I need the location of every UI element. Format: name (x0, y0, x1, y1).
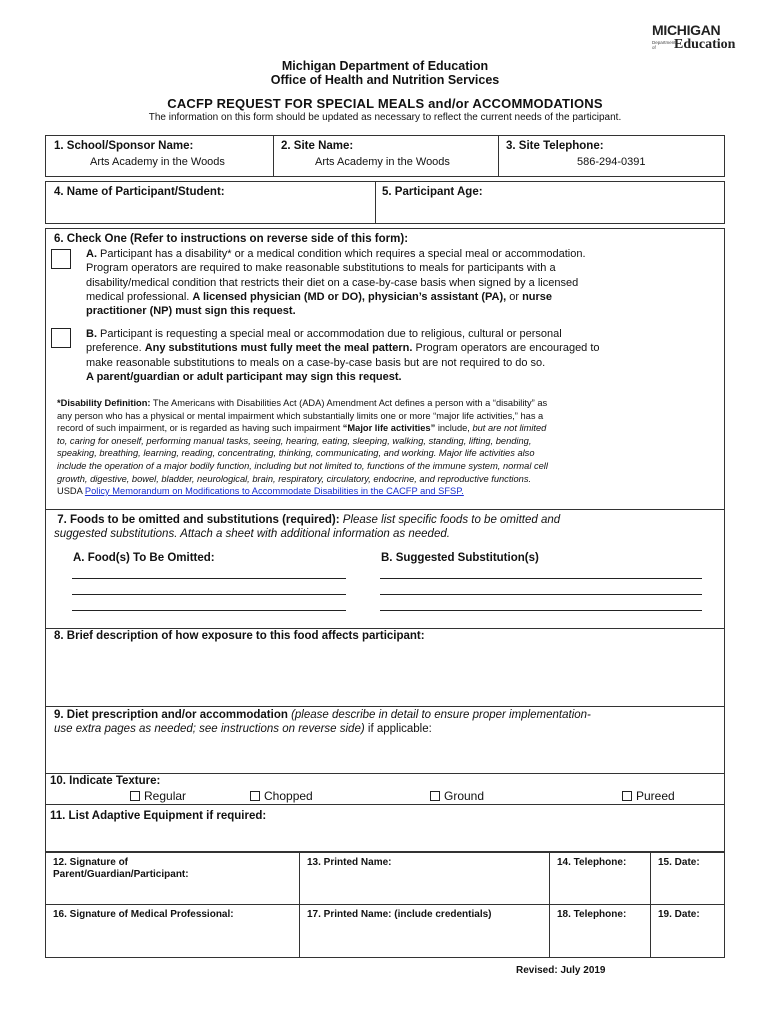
disability-definition: *Disability Definition: The Americans with Disabilities Act (ADA) Amendment Act defines a person with a “disability” as any person who has a physical or mental impairment which substantially limits one or more “major life activities,” has a record of such impairment, or is regarded as having such impairment “Major life activities” include, but are not limited to, caring for oneself, performing manual tasks, seeing, hearing, eating, sleeping, walking, standing, lifting, bending, speaking, breathing, learning, reading, concentrating, thinking, communicating, and working. Major life activities also include the operation of a major bodily function, including but not limited to, functions of the immune system, normal cell growth, digestive, bowel, bladder, neurological, brain, respiratory, circulatory, endocrine, and reproductive functions. USDA Policy Memorandum on Modifications to Accommodate Disabilities in the CACFP and SFSP. (57, 398, 548, 497)
medical-date-label[interactable]: 19. Date: (658, 909, 700, 920)
medical-signature-label[interactable]: 16. Signature of Medical Professional: (53, 909, 234, 920)
site-telephone-field[interactable]: 586-294-0391 (577, 156, 646, 168)
medical-telephone-label[interactable]: 18. Telephone: (557, 909, 627, 920)
logo-line2: Education (674, 37, 736, 52)
omitted-line-3[interactable] (72, 610, 346, 611)
usda-policy-link[interactable]: Policy Memorandum on Modifications to Accommodate Disabilities in the CACFP and SFSP. (84, 486, 464, 497)
texture-pureed[interactable]: Pureed (622, 789, 675, 803)
school-sponsor-field[interactable]: Arts Academy in the Woods (90, 156, 225, 168)
omitted-line-2[interactable] (72, 594, 346, 595)
substitution-line-2[interactable] (380, 594, 702, 595)
option-a-text: A. Participant has a disability* or a medical condition which requires a special meal or accommodation. Program operators are required to make reasonable substitutions to meals for participants with a disability/medical condition that restricts their diet on a case-by-case basis when signed by a licensed medical professional. A licensed physician (MD or DO), physician’s assistant (PA), or nurse practitioner (NP) must sign this request. (86, 248, 586, 318)
option-b-text: B. Participant is requesting a special meal or accommodation due to religious, cultural or personal preference. Any substitutions must fully meet the meal pattern. Program operators are encouraged to make reasonable substitutions to meals on a case-by-case basis but are not required to do so. A parent/guardian or adult participant may sign this request. (86, 328, 600, 383)
texture-label: 10. Indicate Texture: (50, 775, 161, 787)
pureed-checkbox[interactable] (622, 791, 632, 801)
omitted-line-1[interactable] (72, 578, 346, 579)
medical-printed-name-label[interactable]: 17. Printed Name: (include credentials) (307, 909, 492, 920)
suggested-substitution-label: B. Suggested Substitution(s) (381, 552, 539, 564)
ground-checkbox[interactable] (430, 791, 440, 801)
diet-prescription-label[interactable]: 9. Diet prescription and/or accommodation (please describe in detail to ensure proper implementation- use extra pages as needed; see instructions on reverse side) if applicable: (54, 709, 591, 736)
department-name: Michigan Department of Education (281, 59, 489, 73)
section6-heading: 6. Check One (Refer to instructions on reverse side of this form): (54, 233, 409, 245)
regular-checkbox[interactable] (130, 791, 140, 801)
substitution-line-3[interactable] (380, 610, 702, 611)
revised-date: Revised: July 2019 (516, 965, 606, 976)
office-name: Office of Health and Nutrition Services (270, 73, 500, 87)
option-b-checkbox[interactable] (51, 328, 71, 348)
logo-tagline: Department of (652, 40, 676, 50)
parent-telephone-label[interactable]: 14. Telephone: (557, 857, 627, 868)
texture-ground[interactable]: Ground (430, 789, 484, 803)
form-subtitle: The information on this form should be updated as necessary to reflect the current needs of the participant. (148, 112, 622, 123)
substitution-line-1[interactable] (380, 578, 702, 579)
texture-chopped[interactable]: Chopped (250, 789, 313, 803)
form-title: CACFP REQUEST FOR SPECIAL MEALS and/or ACCOMMODATIONS (167, 96, 603, 111)
section7-heading: 7. Foods to be omitted and substitutions (required): Please list specific foods to be omitted and suggested substitutions. Attach a sheet with additional information as needed. (54, 514, 561, 541)
michigan-education-logo (652, 22, 736, 56)
option-a-checkbox[interactable] (51, 249, 71, 269)
school-sponsor-label: 1. School/Sponsor Name: (54, 140, 194, 152)
chopped-checkbox[interactable] (250, 791, 260, 801)
participant-age-label[interactable]: 5. Participant Age: (382, 186, 483, 198)
foods-omitted-label: A. Food(s) To Be Omitted: (73, 552, 215, 564)
participant-name-label[interactable]: 4. Name of Participant/Student: (54, 186, 225, 198)
exposure-description-label[interactable]: 8. Brief description of how exposure to this food affects participant: (54, 630, 425, 642)
adaptive-equipment-label[interactable]: 11. List Adaptive Equipment if required: (50, 810, 267, 822)
parent-signature-label[interactable]: 12. Signature of Parent/Guardian/Participant: (53, 857, 189, 880)
site-name-label: 2. Site Name: (281, 140, 354, 152)
site-telephone-label: 3. Site Telephone: (506, 140, 604, 152)
parent-date-label[interactable]: 15. Date: (658, 857, 700, 868)
logo-line1: MICHIGAN (652, 22, 721, 38)
site-name-field[interactable]: Arts Academy in the Woods (315, 156, 450, 168)
parent-printed-name-label[interactable]: 13. Printed Name: (307, 857, 392, 868)
texture-regular[interactable]: Regular (130, 789, 186, 803)
